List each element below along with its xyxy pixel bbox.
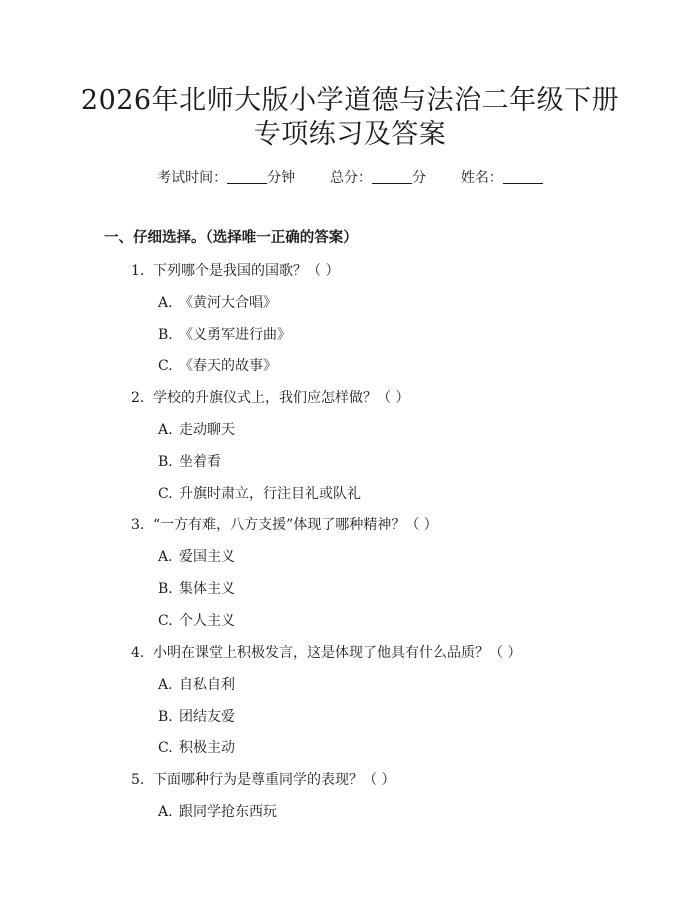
option-4b (158, 707, 235, 727)
option-letter: B. (158, 709, 173, 725)
option-text: 《义勇军进行曲》 (179, 327, 291, 343)
option-text: 积极主动 (179, 740, 235, 756)
score-unit: 分 (412, 170, 426, 186)
option-text: 坐着看 (179, 454, 221, 470)
option-3c (158, 611, 235, 631)
question-2 (131, 388, 409, 408)
option-letter: C. (158, 613, 173, 629)
time-blank (227, 169, 267, 184)
question-4 (131, 643, 521, 663)
option-2b (158, 452, 221, 472)
option-text: 集体主义 (179, 581, 235, 597)
question-number: 2. (131, 390, 145, 406)
score-blank (372, 169, 412, 184)
page-title-line1: 2026年北师大版小学道德与法治二年级下册 (80, 85, 620, 116)
option-letter: A. (158, 549, 173, 565)
question-number: 4. (131, 645, 145, 661)
time-unit: 分钟 (267, 170, 296, 186)
name-label: 姓名： (460, 170, 503, 186)
option-1c (158, 356, 277, 376)
option-4c (158, 738, 235, 758)
option-4a (158, 675, 235, 695)
option-letter: A. (158, 677, 173, 693)
option-letter: C. (158, 740, 173, 756)
question-text: 下列哪个是我国的国歌？（ ） (153, 263, 340, 279)
question-number: 1. (131, 263, 145, 279)
question-1 (131, 261, 339, 281)
option-3b (158, 579, 235, 599)
option-letter: C. (158, 358, 173, 374)
question-text: 小明在课堂上积极发言，这是体现了他具有什么品质？（ ） (153, 645, 522, 661)
option-3a (158, 547, 235, 567)
option-2c (158, 484, 361, 504)
option-letter: A. (158, 804, 173, 820)
question-text: 下面哪种行为是尊重同学的表现？（ ） (153, 772, 396, 788)
time-label: 考试时间： (157, 170, 228, 186)
option-letter: B. (158, 327, 173, 343)
option-text: 个人主义 (179, 613, 235, 629)
option-letter: A. (158, 422, 173, 438)
option-text: 走动聊天 (179, 422, 235, 438)
score-label: 总分： (330, 170, 372, 186)
option-text: 升旗时肃立，行注目礼或队礼 (179, 486, 361, 502)
section-heading: 一、仔细选择。（选择唯一正确的答案） (104, 229, 358, 246)
option-text: 跟同学抢东西玩 (179, 804, 277, 820)
question-text: 学校的升旗仪式上，我们应怎样做？（ ） (153, 390, 410, 406)
exam-meta-line (0, 168, 700, 188)
option-text: 《黄河大合唱》 (179, 295, 277, 311)
name-blank (503, 169, 543, 184)
question-number: 3. (131, 517, 145, 533)
option-letter: B. (158, 454, 173, 470)
option-text: 爱国主义 (179, 549, 235, 565)
option-2a (158, 420, 235, 440)
page-title-line2: 专项练习及答案 (253, 119, 447, 150)
option-1b (158, 325, 291, 345)
option-text: 《春天的故事》 (179, 358, 277, 374)
question-5 (131, 770, 395, 790)
question-text: “一方有难，八方支援”体现了哪种精神？（ ） (153, 517, 438, 533)
question-number: 5. (131, 772, 145, 788)
option-letter: C. (158, 486, 173, 502)
option-5a (158, 802, 277, 822)
option-text: 自私自利 (179, 677, 235, 693)
option-letter: A. (158, 295, 173, 311)
option-1a (158, 293, 277, 313)
question-3 (131, 515, 438, 535)
option-text: 团结友爱 (179, 709, 235, 725)
option-letter: B. (158, 581, 173, 597)
